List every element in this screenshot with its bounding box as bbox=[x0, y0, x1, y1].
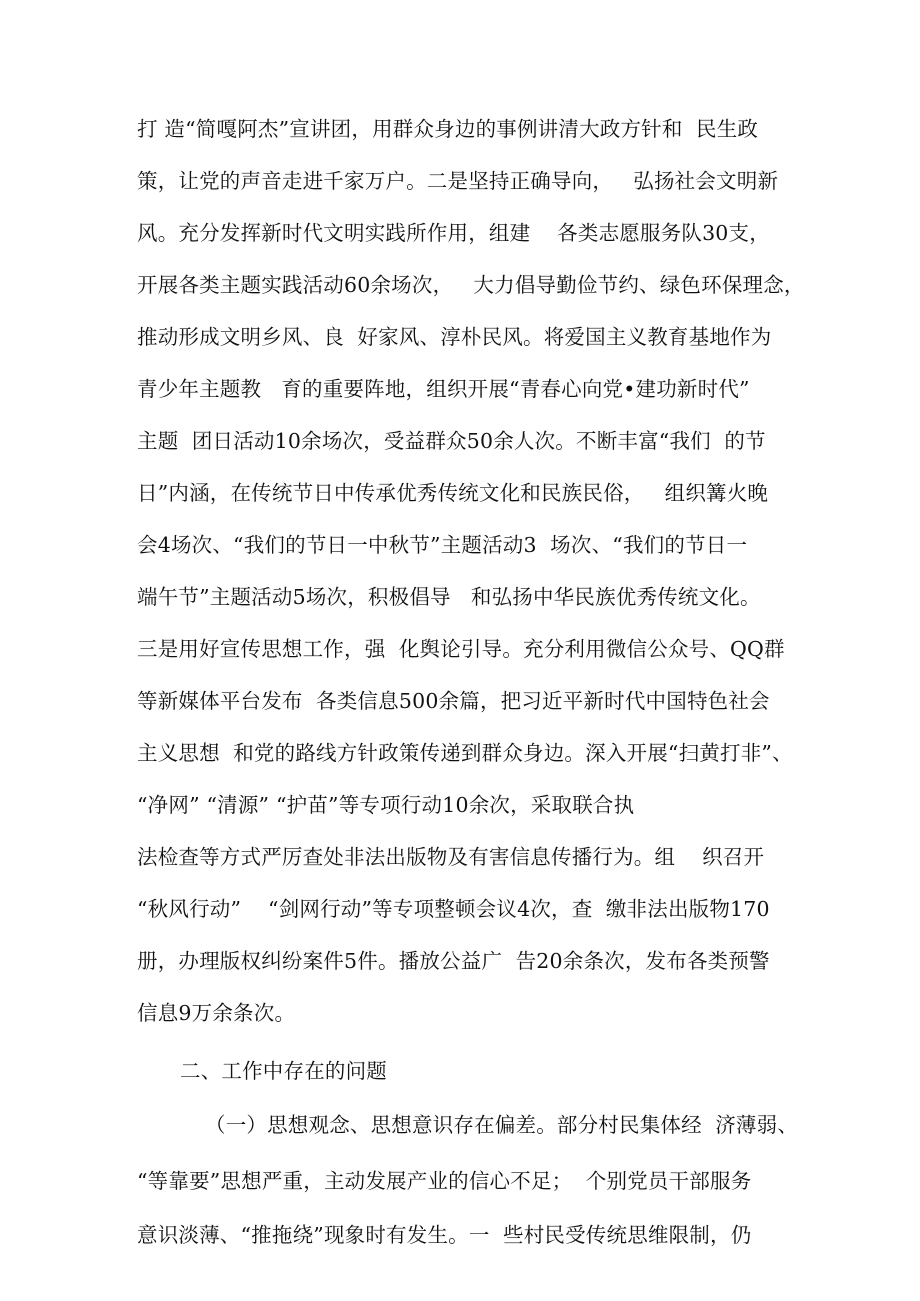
text-line: 册，办理版权纠纷案件5件。播放公益广 告20余条次，发布各类预警 bbox=[137, 949, 770, 973]
text-line: 主义思想 和党的路线方针政策传递到群众身边。深入开展“扫黄打非”、 bbox=[137, 741, 793, 765]
section-heading: 二、工作中存在的问题 bbox=[180, 1059, 387, 1083]
text-line: “等靠要”思想严重，主动发展产业的信心不足； 个别党员干部服务 bbox=[137, 1169, 752, 1193]
text-line: 打 造“简嘎阿杰”宣讲团，用群众身边的事例讲清大政方针和 民生政 bbox=[137, 117, 759, 141]
text-line: 三是用好宣传思想工作，强 化舆论引导。充分利用微信公众号、QQ群 bbox=[137, 637, 785, 661]
text-line: “净网” “清源” “护苗”等专项行动10余次，采取联合执 bbox=[137, 793, 635, 817]
text-line: 策，让党的声音走进千家万户。二是坚持正确导向， 弘扬社会文明新 bbox=[137, 169, 779, 193]
text-line: 风。充分发挥新时代文明实践所作用，组建 各类志愿服务队30支， bbox=[137, 221, 770, 245]
text-line: 推动形成文明乡风、良 好家风、淳朴民风。将爱国主义教育基地作为 bbox=[137, 325, 772, 349]
text-line: （一）思想观念、思想意识存在偏差。部分村民集体经 济薄弱、 bbox=[205, 1113, 799, 1137]
text-line: 等新媒体平台发布 各类信息500余篇，把习近平新时代中国特色社会 bbox=[137, 689, 770, 713]
text-line: 意识淡薄、“推拖绕”现象时有发生。一 些村民受传统思维限制，仍 bbox=[137, 1223, 752, 1247]
text-line: 法检查等方式严厉查处非法出版物及有害信息传播行为。组 织召开 bbox=[137, 845, 765, 869]
text-line: 青少年主题教 育的重要阵地，组织开展“青春心向党•建功新时代” bbox=[137, 377, 750, 401]
text-line: “秋风行动” “剑网行动”等专项整顿会议4次，查 缴非法出版物170 bbox=[137, 897, 770, 921]
text-line: 日”内涵，在传统节日中传承优秀传统文化和民族民俗， 组织篝火晚 bbox=[137, 481, 769, 505]
text-line: 端午节”主题活动5场次，积极倡导 和弘扬中华民族优秀传统文化。 bbox=[137, 585, 761, 609]
text-line: 会4场次、“我们的节日一中秋节”主题活动3 场次、“我们的节日一 bbox=[137, 533, 748, 557]
text-line: 信息9万余条次。 bbox=[137, 1001, 296, 1025]
text-line: 主题 团日活动10余场次，受益群众50余人次。不断丰富“我们 的节 bbox=[137, 429, 766, 453]
text-line: 开展各类主题实践活动60余场次， 大力倡导勤俭节约、绿色环保理念， bbox=[137, 273, 805, 297]
